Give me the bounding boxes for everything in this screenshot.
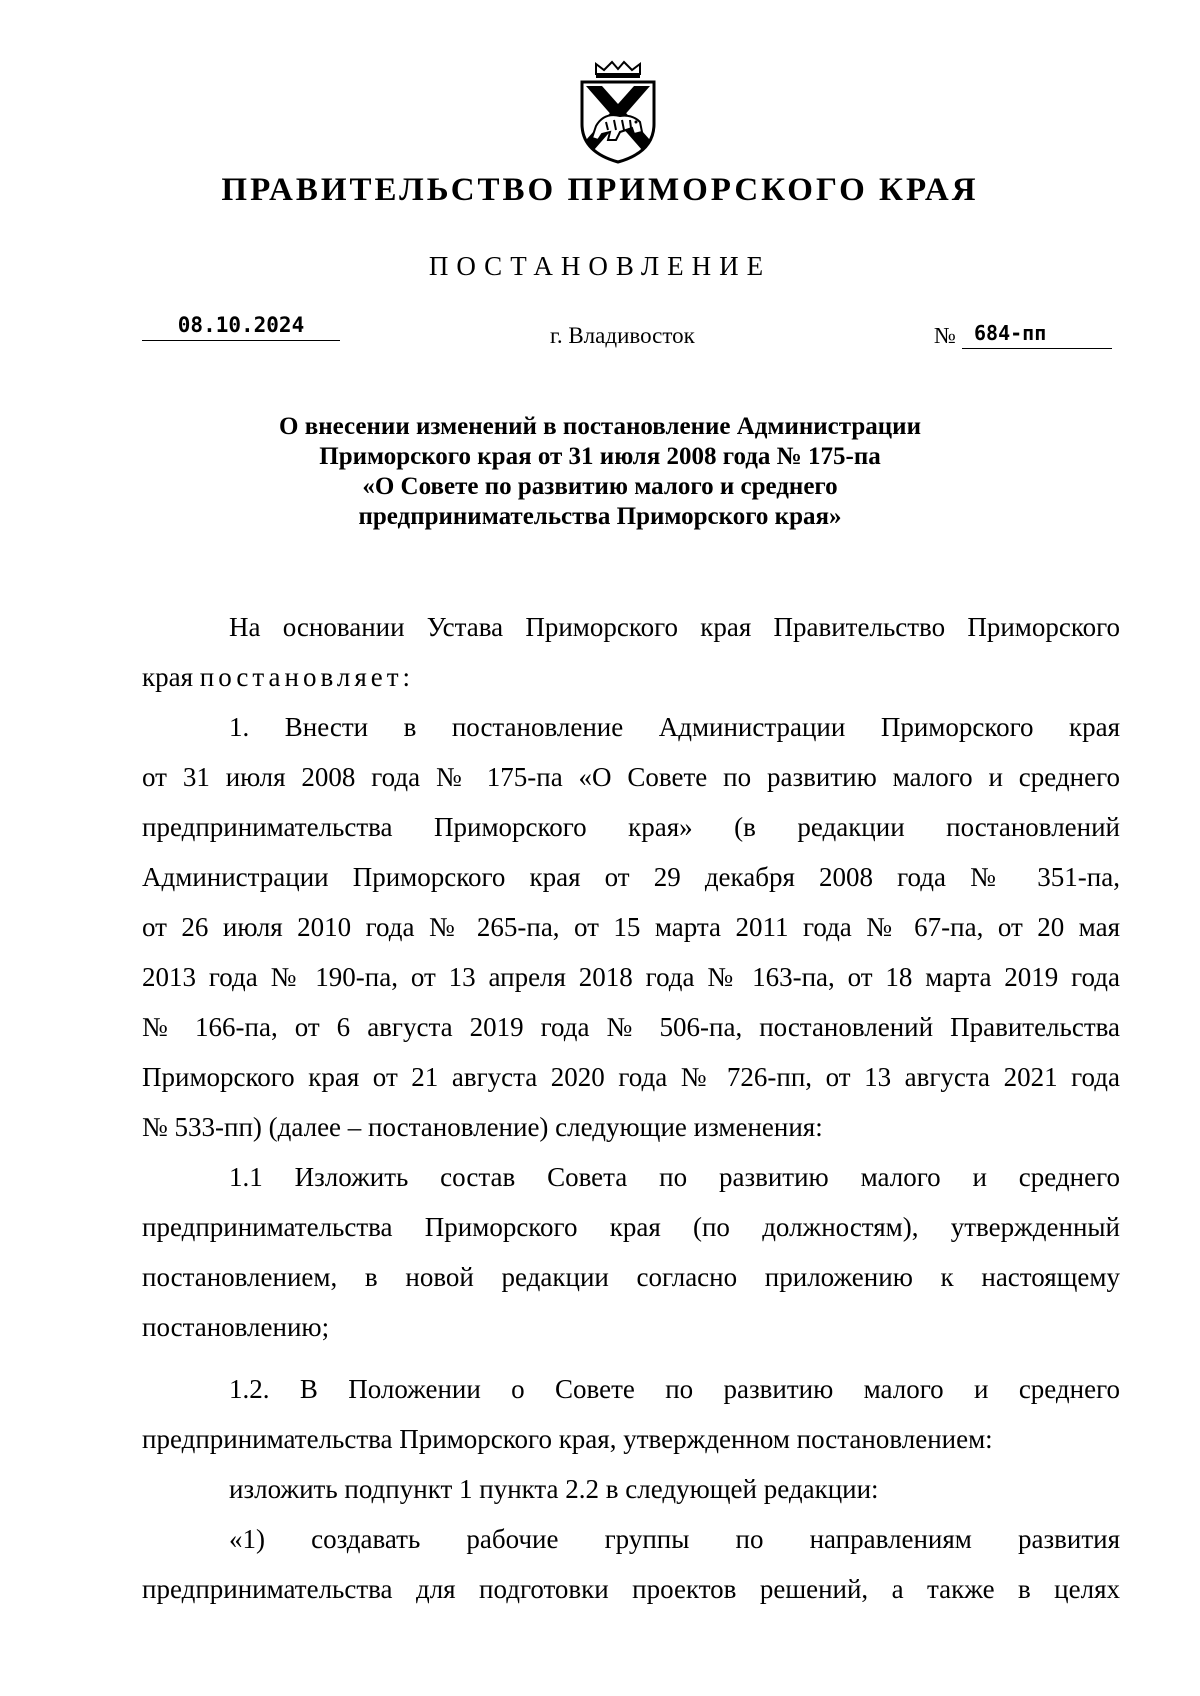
- body-line: «1) создавать рабочие группы по направлениям развития: [229, 1524, 1120, 1554]
- number-label: №: [934, 323, 956, 348]
- body-text: :: [402, 662, 411, 692]
- paragraph-quoted-subitem: [142, 1514, 1120, 1614]
- document-date: 08.10.2024: [142, 313, 340, 341]
- body-line: от 26 июля 2010 года № 265-па, от 15 марта 2011 года № 67-па, от 20 мая: [142, 912, 1120, 942]
- body-line: На основании Устава Приморского края Правительство Приморского: [229, 612, 1120, 642]
- subject-line: «О Совете по развитию малого и среднего: [362, 473, 838, 500]
- body-line: постановлению;: [142, 1312, 330, 1342]
- body-line: Администрации Приморского края от 29 декабря 2008 года № 351-па,: [142, 862, 1120, 892]
- body-text: края: [142, 662, 200, 692]
- document-type: ПОСТАНОВЛЕНИЕ: [428, 251, 772, 281]
- body-line: № 533-пп) (далее – постановление) следующие изменения:: [142, 1112, 823, 1142]
- paragraph-preamble: [142, 602, 1120, 702]
- document-subject: [0, 412, 1200, 532]
- paragraph-item-1: [142, 702, 1120, 1152]
- keyword-resolves: постановляет: [199, 662, 403, 692]
- subject-line: О внесении изменений в постановление Администрации: [279, 413, 921, 440]
- document-number: 684-пп: [962, 321, 1112, 349]
- body-line: постановлением, в новой редакции согласно приложению к настоящему: [142, 1262, 1120, 1292]
- body-line: 2013 года № 190-па, от 13 апреля 2018 года № 163-па, от 18 марта 2019 года: [142, 962, 1120, 992]
- body-line: [142, 652, 1120, 702]
- document-city: г. Владивосток: [550, 323, 695, 348]
- subject-line: Приморского края от 31 июля 2008 года № 175-па: [319, 443, 881, 470]
- coat-of-arms-emblem: [576, 60, 660, 164]
- body-line: от 31 июля 2008 года № 175-па «О Совете по развитию малого и среднего: [142, 762, 1120, 792]
- paragraph-gap: [142, 1352, 1120, 1364]
- document-body: [142, 602, 1120, 1614]
- subject-line: предпринимательства Приморского края»: [358, 503, 842, 530]
- body-line: Приморского края от 21 августа 2020 года № 726-пп, от 13 августа 2021 года: [142, 1062, 1120, 1092]
- paragraph-item-1-2: [142, 1364, 1120, 1464]
- paragraph-subitem-instruction: [142, 1464, 1120, 1514]
- body-line: предпринимательства Приморского края (по должностям), утвержденный: [142, 1212, 1120, 1242]
- body-line: № 166-па, от 6 августа 2019 года № 506-па, постановлений Правительства: [142, 1012, 1120, 1042]
- body-line: 1.1 Изложить состав Совета по развитию малого и среднего: [229, 1162, 1120, 1192]
- body-line: изложить подпункт 1 пункта 2.2 в следующей редакции:: [229, 1474, 879, 1504]
- body-line: 1. Внести в постановление Администрации Приморского края: [229, 712, 1120, 742]
- body-line: 1.2. В Положении о Совете по развитию малого и среднего: [229, 1374, 1120, 1404]
- body-line: предпринимательства для подготовки проектов решений, а также в целях: [142, 1574, 1120, 1604]
- paragraph-item-1-1: [142, 1152, 1120, 1352]
- government-title: ПРАВИТЕЛЬСТВО ПРИМОРСКОГО КРАЯ: [221, 172, 979, 208]
- body-line: предпринимательства Приморского края, утвержденном постановлением:: [142, 1424, 993, 1454]
- body-line: предпринимательства Приморского края» (в редакции постановлений: [142, 812, 1120, 842]
